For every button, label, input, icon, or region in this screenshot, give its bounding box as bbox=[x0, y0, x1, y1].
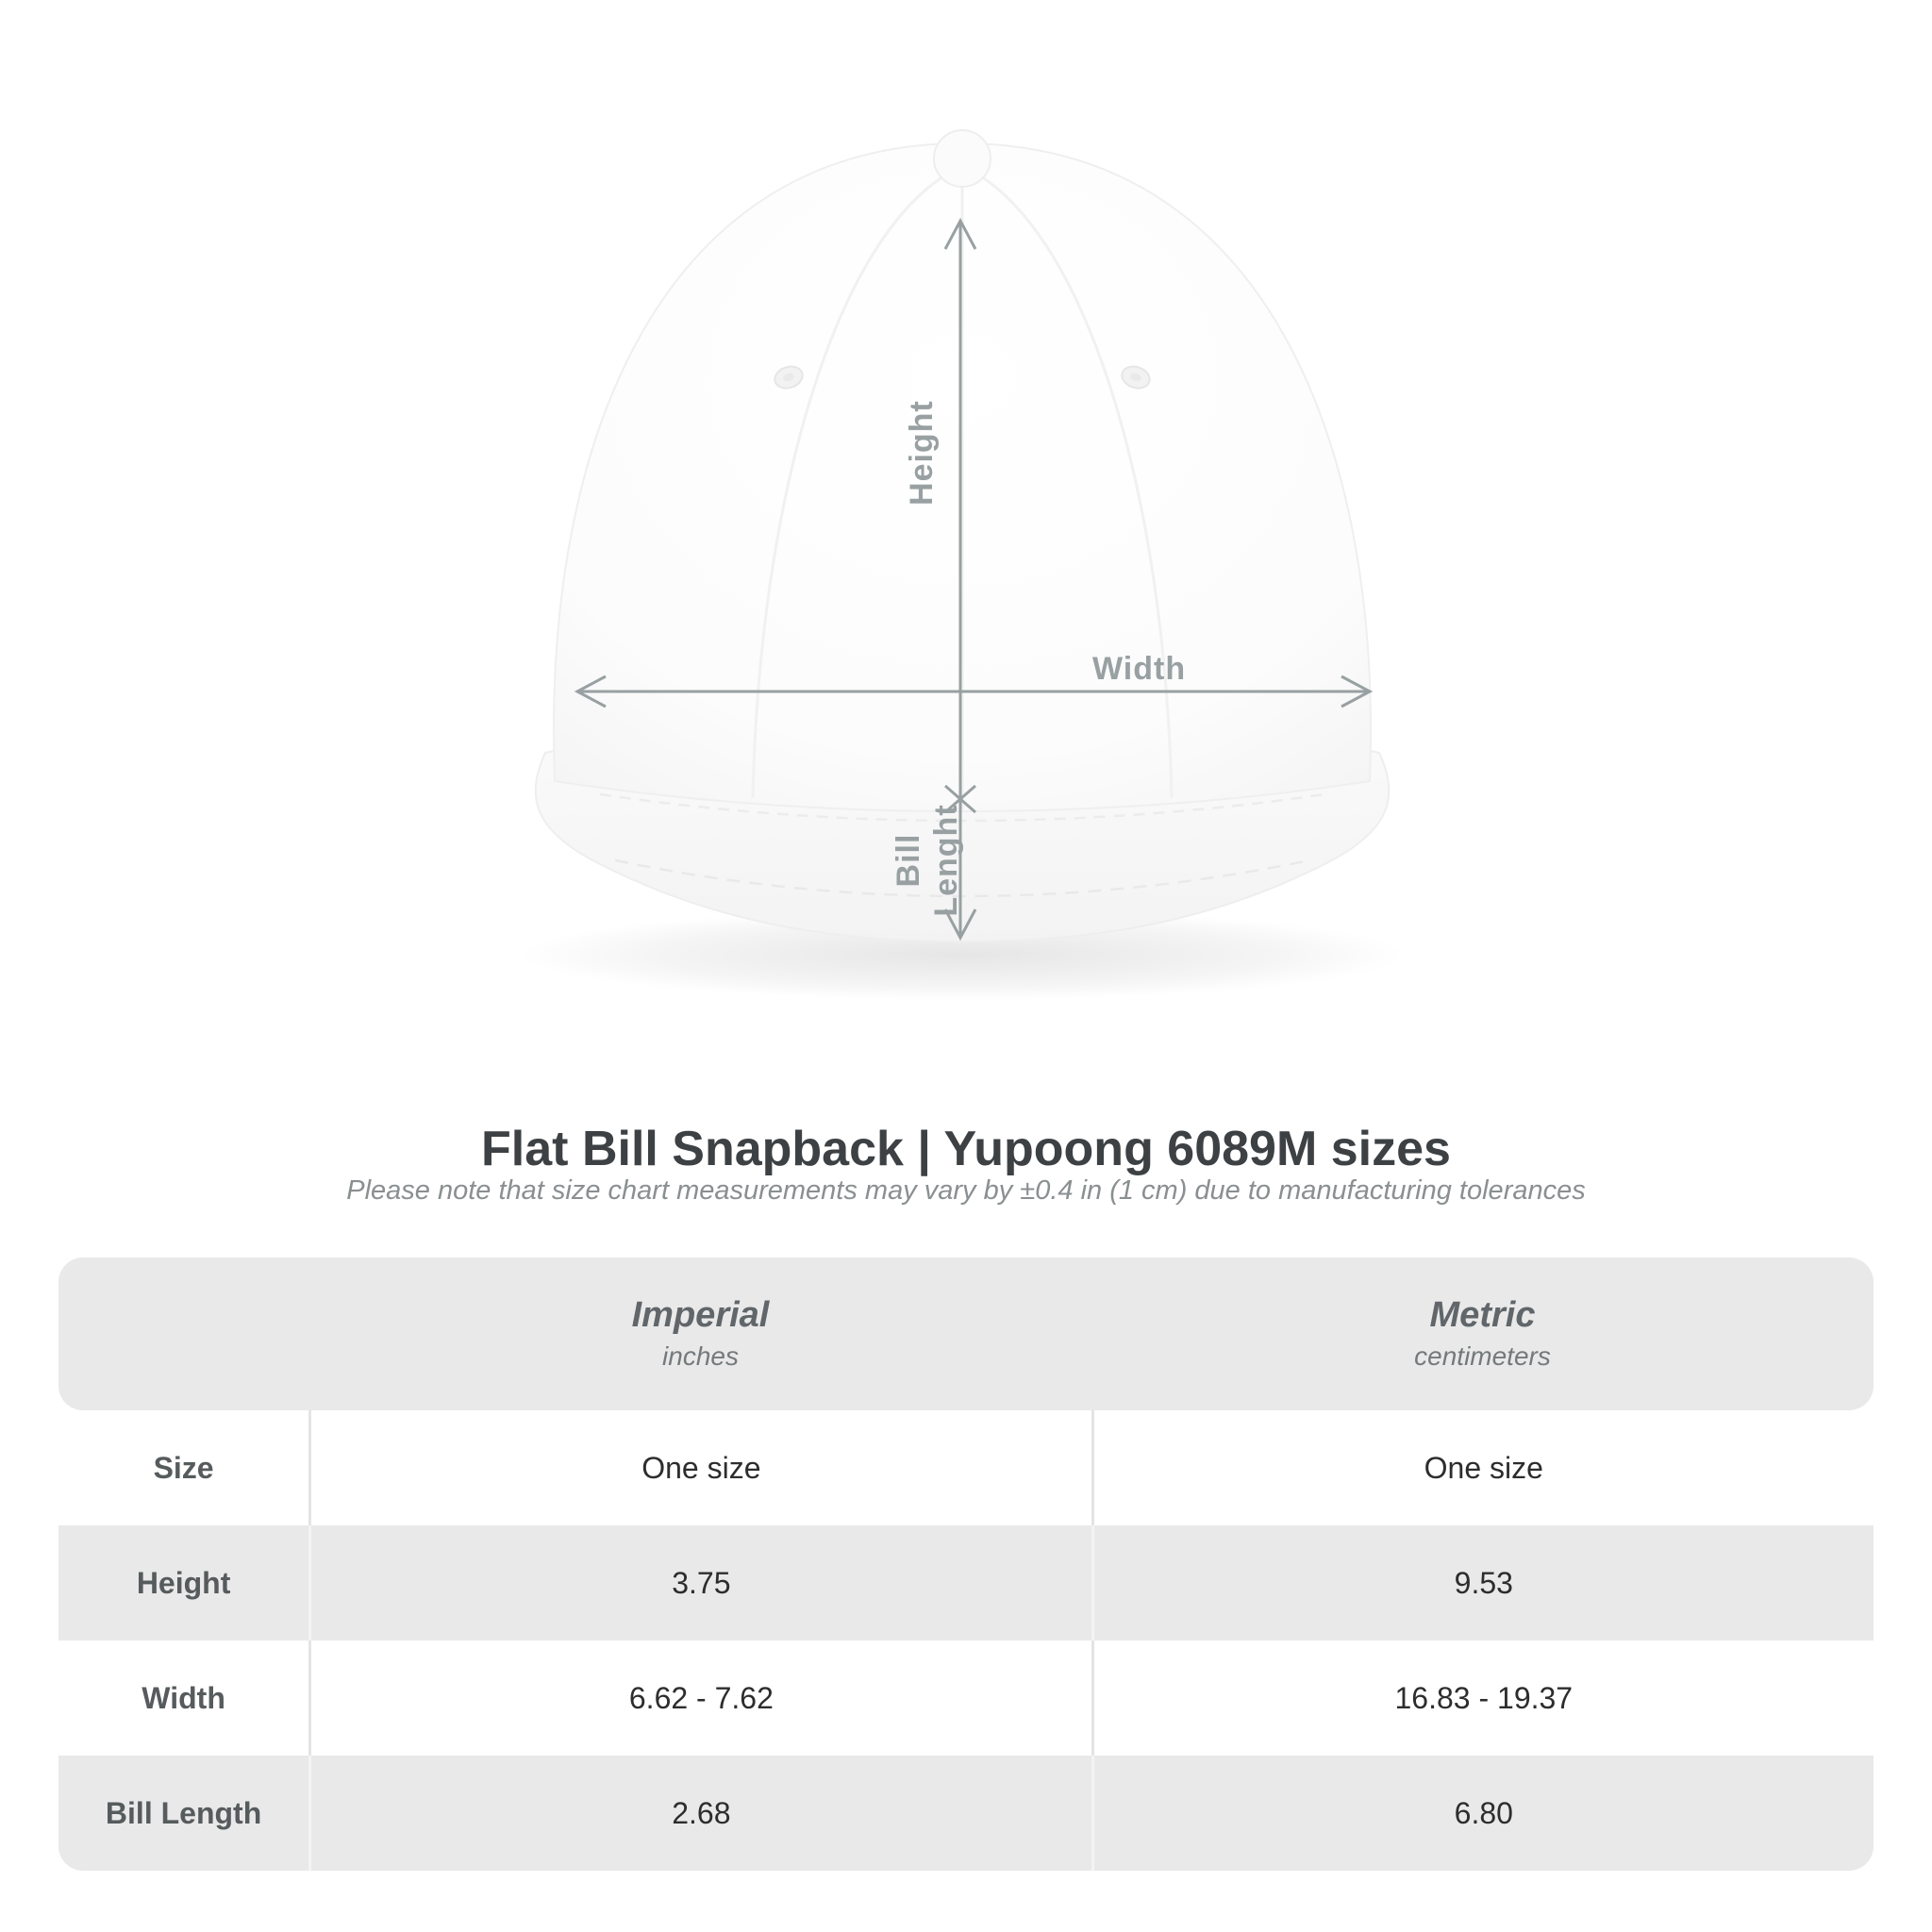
metric-value: 6.80 bbox=[1091, 1756, 1874, 1871]
header-metric bbox=[1091, 1295, 1874, 1372]
imperial-unit: inches bbox=[662, 1341, 739, 1372]
size-table-header bbox=[58, 1257, 1874, 1410]
imperial-value: 3.75 bbox=[308, 1525, 1091, 1641]
cap-top-button bbox=[934, 130, 991, 187]
tolerance-note: Please note that size chart measurements may vary by ±0.4 in (1 cm) due to manufacturing tolerances bbox=[346, 1175, 1586, 1206]
table-row-width bbox=[58, 1641, 1874, 1756]
metric-label: Metric bbox=[1429, 1295, 1536, 1336]
metric-value: 9.53 bbox=[1091, 1525, 1874, 1641]
bill-length-label-line2: Lenght bbox=[928, 804, 964, 917]
height-label: Height bbox=[904, 400, 940, 506]
metric-value: One size bbox=[1091, 1410, 1874, 1525]
row-label: Size bbox=[153, 1450, 214, 1485]
metric-value: 16.83 - 19.37 bbox=[1091, 1641, 1874, 1756]
table-row-size bbox=[58, 1410, 1874, 1525]
imperial-value: 6.62 - 7.62 bbox=[308, 1641, 1091, 1756]
imperial-value: 2.68 bbox=[308, 1756, 1091, 1871]
table-row-height bbox=[58, 1525, 1874, 1641]
metric-unit: centimeters bbox=[1414, 1341, 1551, 1372]
size-table bbox=[58, 1257, 1874, 1871]
width-label: Width bbox=[1092, 651, 1187, 687]
row-label: Width bbox=[142, 1680, 225, 1715]
header-imperial bbox=[309, 1295, 1091, 1372]
row-label: Bill Length bbox=[105, 1795, 262, 1830]
bill-length-label-line1: Bill bbox=[891, 833, 926, 888]
row-label: Height bbox=[136, 1565, 231, 1600]
page-title: Flat Bill Snapback | Yupoong 6089M sizes bbox=[481, 1122, 1451, 1176]
table-row-bill-length bbox=[58, 1756, 1874, 1871]
imperial-label: Imperial bbox=[631, 1295, 770, 1336]
imperial-value: One size bbox=[308, 1410, 1091, 1525]
